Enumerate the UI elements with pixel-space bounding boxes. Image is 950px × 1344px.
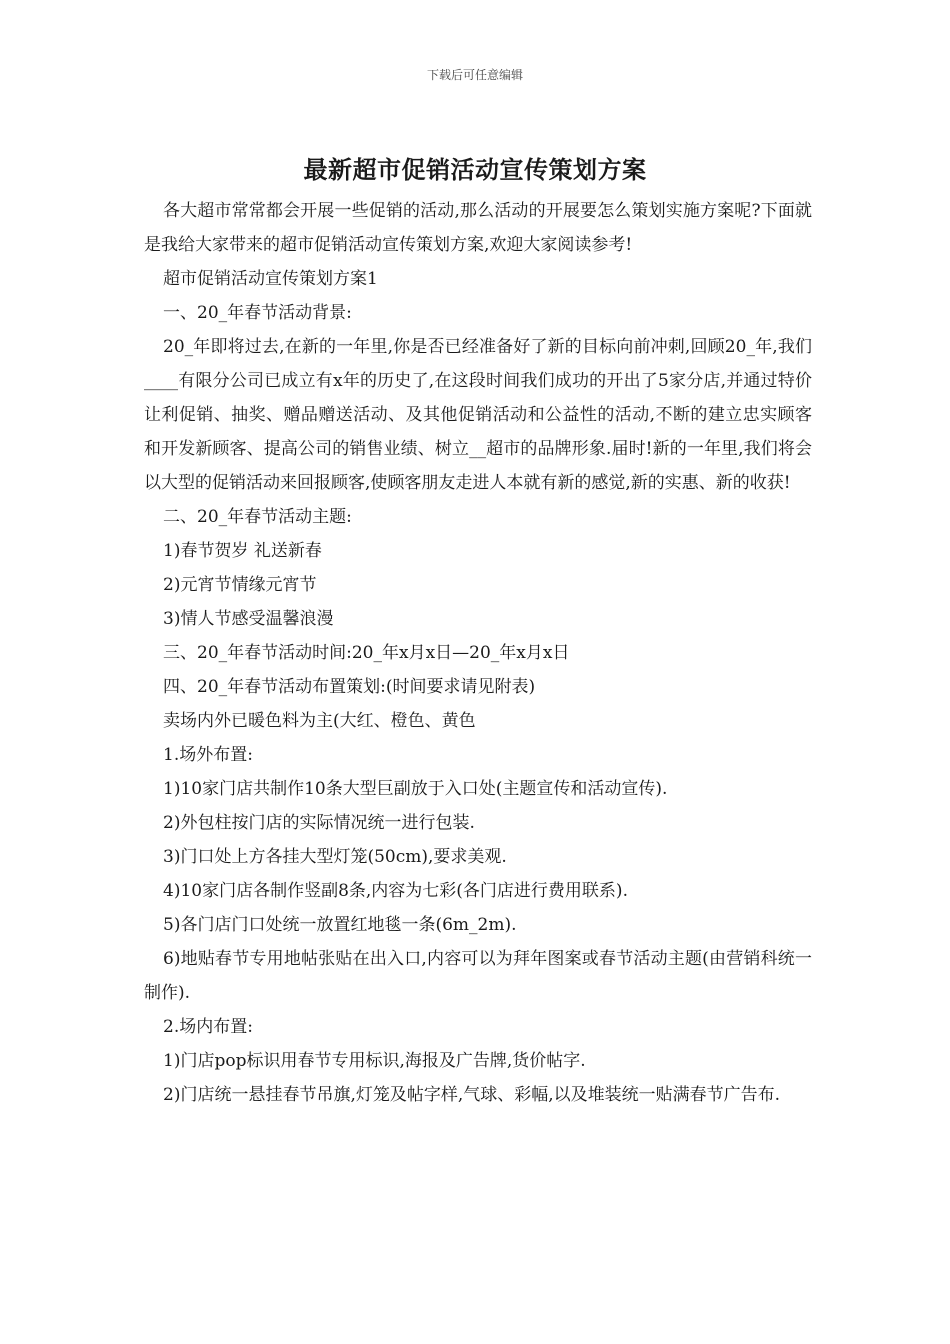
- paragraph-background: 20_年即将过去,在新的一年里,你是否已经准备好了新的目标向前冲刺,回顾20_年,我们____有限分公司已成立有x年的历史了,在这段时间我们成功的开出了5家分店,并通过特价让利促销、抽奖、赠品赠送活动、及其他促销活动和公益性的活动,不断的建立忠实顾客和开发新顾客、提高公司的销售业绩、树立__超市的品牌形象.届时!新的一年里,我们将会以大型的促销活动来回报顾客,使顾客朋友走进人本就有新的感觉,新的实惠、新的收获!: [144, 337, 812, 493]
- paragraph-intro: 各大超市常常都会开展一些促销的活动,那么活动的开展要怎么策划实施方案呢?下面就是我给大家带来的超市促销活动宣传策划方案,欢迎大家阅读参考!: [144, 201, 812, 255]
- paragraph-outdoor-heading: 1.场外布置:: [163, 745, 253, 765]
- document-body: [144, 194, 812, 1112]
- paragraph-theme-2: 2)元宵节情缘元宵节: [163, 575, 317, 595]
- paragraph-outdoor-6: 6)地贴春节专用地帖张贴在出入口,内容可以为拜年图案或春节活动主题(由营销科统一制作).: [144, 949, 812, 1003]
- paragraph-section-1: 一、20_年春节活动背景:: [163, 303, 352, 323]
- paragraph-indoor-1: 1)门店pop标识用春节专用标识,海报及广告牌,货价帖字.: [163, 1051, 586, 1071]
- document-title: 最新超市促销活动宣传策划方案: [303, 156, 647, 184]
- paragraph-outdoor-2: 2)外包柱按门店的实际情况统一进行包装.: [163, 813, 475, 833]
- paragraph-indoor-2: 2)门店统一悬挂春节吊旗,灯笼及帖字样,气球、彩幅,以及堆装统一贴满春节广告布.: [163, 1085, 781, 1105]
- paragraph-theme-1: 1)春节贺岁 礼送新春: [163, 541, 322, 561]
- page-header-note: 下载后可任意编辑: [426, 68, 523, 82]
- paragraph-colors: 卖场内外已暖色料为主(大红、橙色、黄色: [163, 711, 476, 731]
- paragraph-outdoor-1: 1)10家门店共制作10条大型巨副放于入口处(主题宣传和活动宣传).: [163, 779, 668, 799]
- paragraph-outdoor-3: 3)门口处上方各挂大型灯笼(50cm),要求美观.: [163, 847, 507, 867]
- paragraph-section-2: 二、20_年春节活动主题:: [163, 507, 352, 527]
- paragraph-theme-3: 3)情人节感受温馨浪漫: [163, 609, 334, 629]
- paragraph-plan-heading: 超市促销活动宣传策划方案1: [163, 269, 378, 289]
- paragraph-outdoor-4: 4)10家门店各制作竖副8条,内容为七彩(各门店进行费用联系).: [163, 881, 628, 901]
- paragraph-indoor-heading: 2.场内布置:: [163, 1017, 253, 1037]
- paragraph-section-4: 四、20_年春节活动布置策划:(时间要求请见附表): [163, 677, 536, 697]
- paragraph-outdoor-5: 5)各门店门口处统一放置红地毯一条(6m_2m).: [163, 915, 517, 935]
- paragraph-section-3: 三、20_年春节活动时间:20_年x月x日—20_年x月x日: [163, 643, 570, 663]
